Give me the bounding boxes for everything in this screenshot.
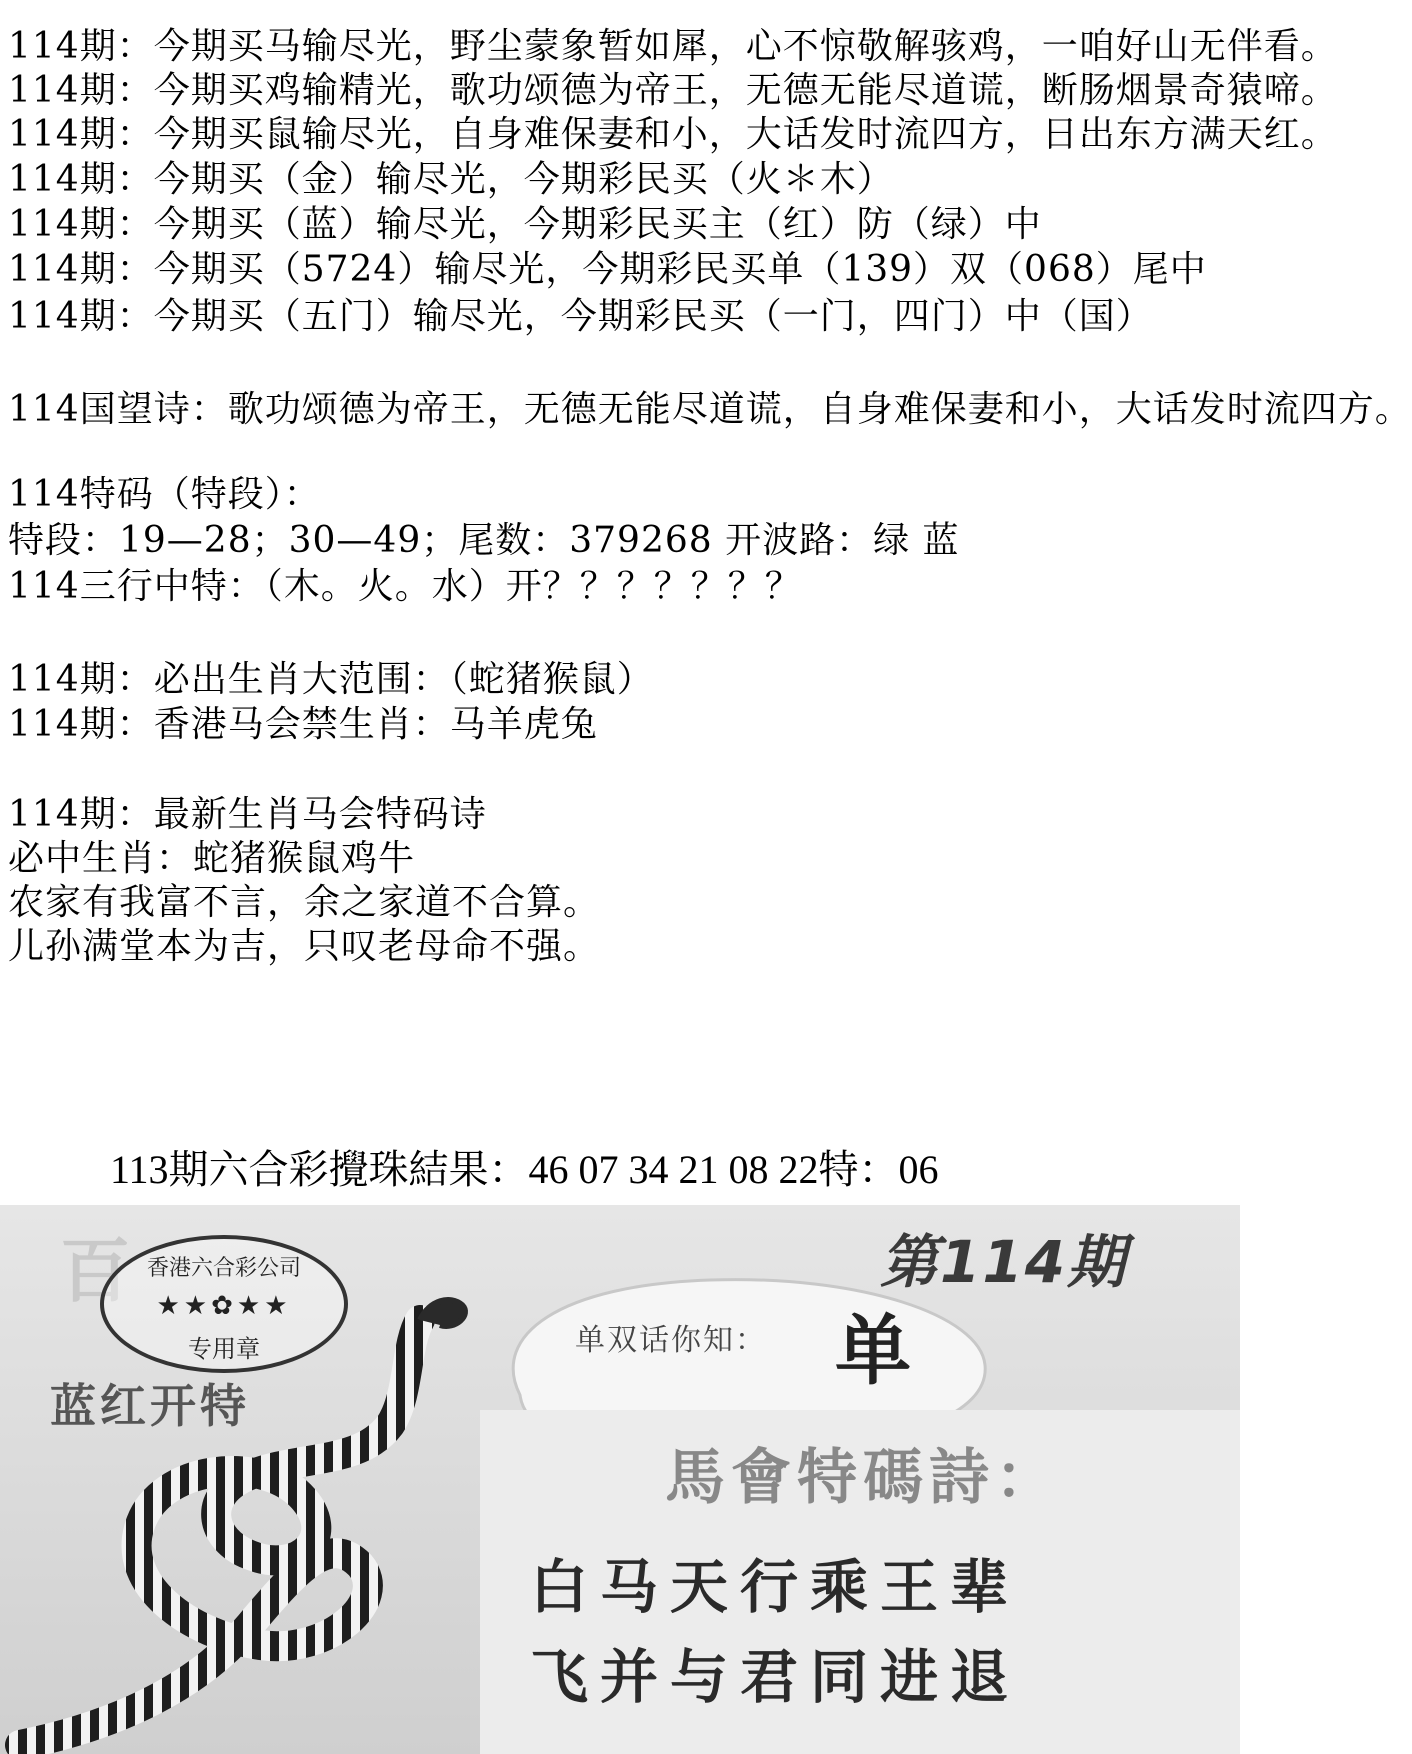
seal-bottom-text: 专用章 bbox=[188, 1335, 260, 1363]
text-line: 儿孙满堂本为吉，只叹老母命不强。 bbox=[8, 926, 601, 967]
text-line: 114期：今期买（5724）输尽光，今期彩民买单（139）双（068）尾中 bbox=[8, 249, 1207, 290]
text-line: 114期：今期买马输尽光，野尘蒙象暂如犀，心不惊敬解骇鸡，一咱好山无伴看。 bbox=[8, 26, 1338, 67]
seal-stars-icon: ★★✿★★ bbox=[156, 1291, 292, 1321]
draw-result: 113期六合彩攪珠結果：46 07 34 21 08 22特：06 bbox=[110, 1147, 939, 1192]
text-line: 114期：今期买鼠输尽光，自身难保妻和小，大话发时流四方，日出东方满天红。 bbox=[8, 114, 1338, 155]
bubble-text: 单双话你知： bbox=[575, 1323, 767, 1358]
text-line: 114期：今期买（五门）输尽光，今期彩民买（一门，四门）中（国） bbox=[8, 296, 1153, 337]
snake-icon bbox=[0, 1205, 520, 1754]
text-line: 特段：19—28；30—49；尾数：379268 开波路：绿 蓝 bbox=[8, 520, 960, 561]
poem-line: 飞并与君同进退 bbox=[530, 1643, 1021, 1711]
lanhong-label: 蓝红开特 bbox=[50, 1379, 250, 1433]
poem-title: 馬會特碼詩： bbox=[665, 1443, 1061, 1513]
text-line: 必中生肖：蛇猪猴鼠鸡牛 bbox=[8, 838, 416, 879]
text-line: 114三行中特：（木。火。水）开？？？？？？？ bbox=[8, 566, 802, 607]
text-line: 114期：今期买（蓝）输尽光，今期彩民买主（红）防（绿）中 bbox=[8, 204, 1042, 245]
issue-number: 第114期 bbox=[880, 1228, 1128, 1296]
text-line: 114期：必出生肖大范围：（蛇猪猴鼠） bbox=[8, 659, 654, 700]
text-line: 114期：今期买鸡输精光，歌功颂德为帝王，无德无能尽道谎，断肠烟景奇猿啼。 bbox=[8, 70, 1338, 111]
poem-line: 白马天行乘王辈 bbox=[530, 1553, 1021, 1621]
ghost-text: 百 bbox=[60, 1230, 136, 1312]
text-line: 114期：今期买（金）输尽光，今期彩民买（火＊木） bbox=[8, 159, 894, 200]
bubble-brush-char: 单 bbox=[835, 1306, 911, 1395]
seal-top-text: 香港六合彩公司 bbox=[146, 1256, 301, 1281]
text-line: 114国望诗：歌功颂德为帝王，无德无能尽道谎，自身难保妻和小，大话发时流四方。 bbox=[8, 389, 1412, 430]
text-line: 114期：香港马会禁生肖：马羊虎兔 bbox=[8, 704, 598, 745]
text-line: 114期：最新生肖马会特码诗 bbox=[8, 794, 487, 835]
banner bbox=[0, 1205, 1240, 1754]
text-line: 114特码（特段）： bbox=[8, 474, 321, 515]
text-line: 农家有我富不言，余之家道不合算。 bbox=[8, 882, 601, 923]
